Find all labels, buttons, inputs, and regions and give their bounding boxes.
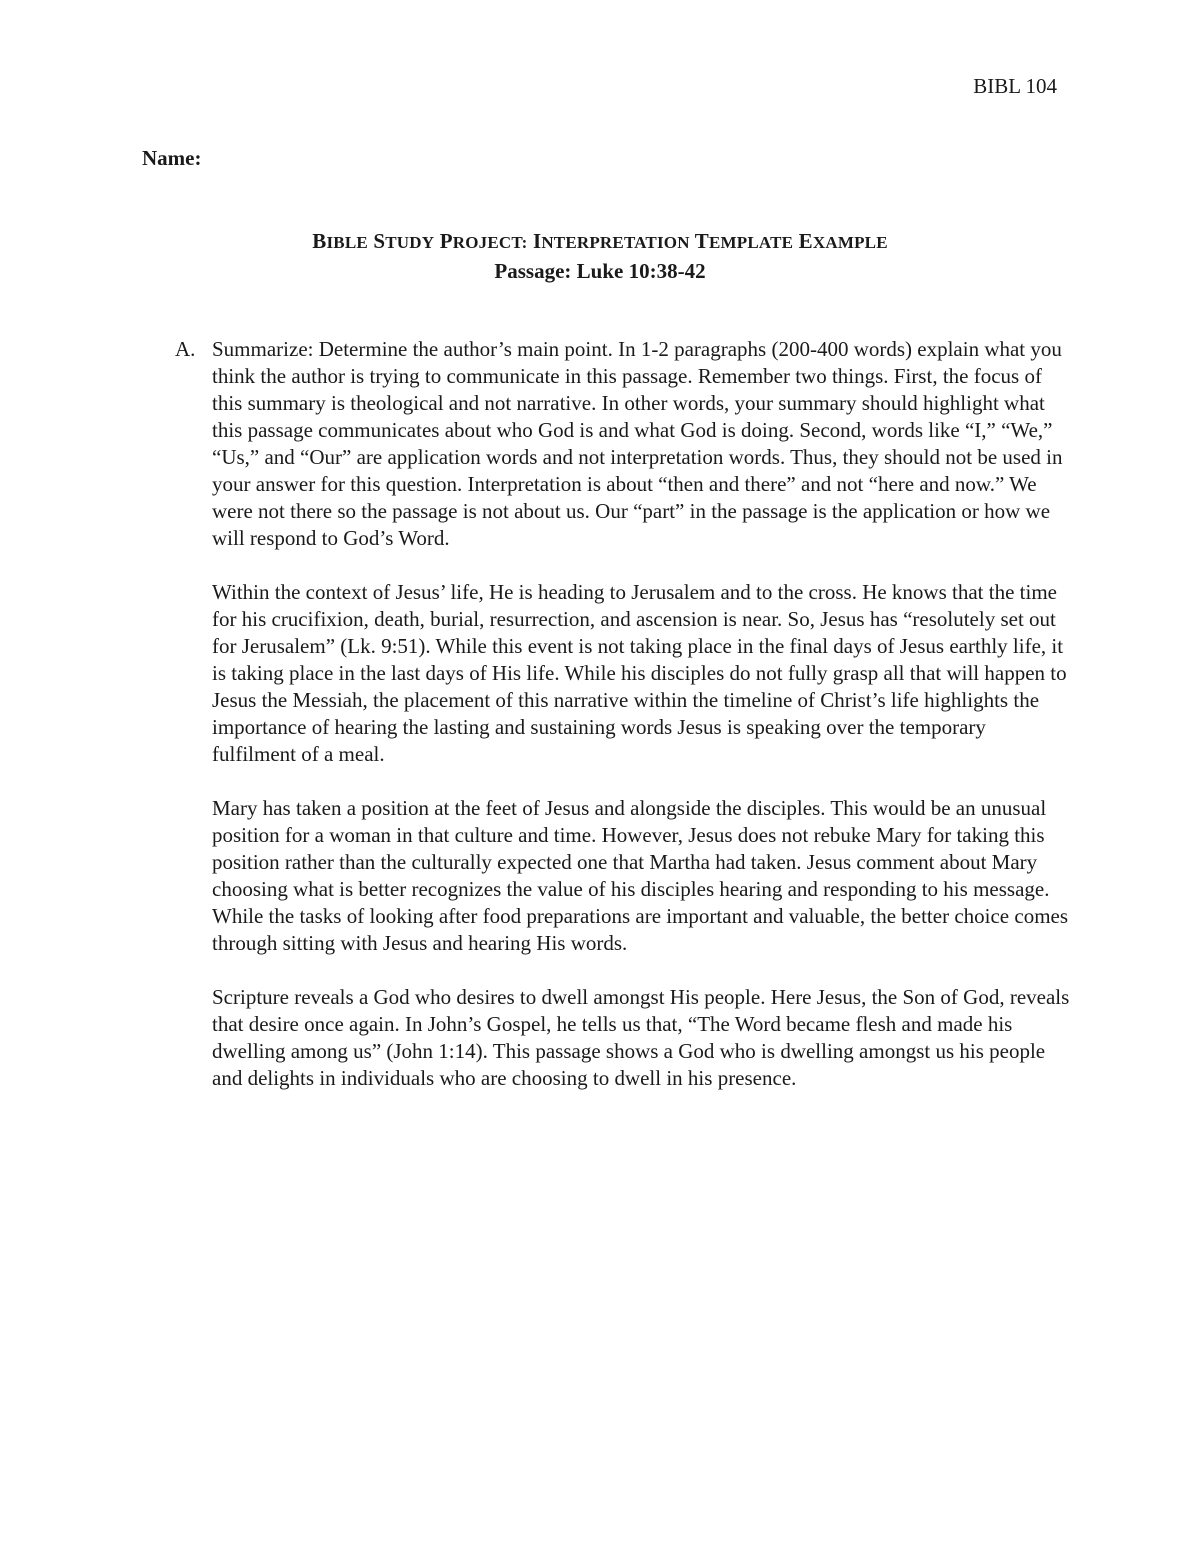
title-word: INTERPRETATION: [532, 229, 690, 253]
title-block: [0, 227, 1200, 285]
title-word: STUDY: [373, 229, 435, 253]
course-code: BIBL 104: [973, 74, 1057, 98]
name-label: Name:: [142, 146, 202, 170]
prompt-paragraph: Summarize: Determine the author’s main point. In 1-2 paragraphs (200-400 words) explain what you think the author is trying to communicate in this passage. Remember two things. First, the focus of this summary is theological and not narrative. In other words, your summary should highlight what this passage communicates about who God is and what God is doing. Second, words like “I,” “We,” “Us,” and “Our” are application words and not interpretation words. Thus, they should not be used in your answer for this question. Interpretation is about “then and there” and not “here and now.” We were not there so the passage is not about us. Our “part” in the passage is the application or how we will respond to God’s Word.: [212, 337, 1063, 550]
answer-paragraph: Mary has taken a position at the feet of Jesus and alongside the disciples. This would be an unusual position for a woman in that culture and time. However, Jesus does not rebuke Mary for taking this position rather than the culturally expected one that Martha had taken. Jesus comment about Mary choosing what is better recognizes the value of his disciples hearing and responding to his message. While the tasks of looking after food preparations are important and valuable, the better choice comes through sitting with Jesus and hearing His words.: [212, 796, 1069, 955]
section-marker: A.: [175, 337, 196, 361]
document-title: [0, 227, 1200, 257]
title-word: BIBLE: [312, 229, 368, 253]
section-body: [212, 336, 1070, 1092]
title-word: PROJECT:: [439, 229, 528, 253]
passage-reference: Passage: Luke 10:38-42: [494, 259, 706, 283]
title-word: EXAMPLE: [798, 229, 888, 253]
title-word: TEMPLATE: [694, 229, 794, 253]
section-a: [175, 336, 1070, 1119]
answer-paragraph: Scripture reveals a God who desires to dwell amongst His people. Here Jesus, the Son of God, reveals that desire once again. In John’s Gospel, he tells us that, “The Word became flesh and made his dwelling among us” (John 1:14). This passage shows a God who is dwelling amongst us his people and delights in individuals who are choosing to dwell in his presence.: [212, 985, 1070, 1090]
answer-paragraph: Within the context of Jesus’ life, He is heading to Jerusalem and to the cross. He knows that the time for his crucifixion, death, burial, resurrection, and ascension is near. So, Jesus has “resolutely set out for Jerusalem” (Lk. 9:51). While this event is not taking place in the final days of Jesus earthly life, it is taking place in the last days of His life. While his disciples do not fully grasp all that will happen to Jesus the Messiah, the placement of this narrative within the timeline of Christ’s life highlights the importance of hearing the lasting and sustaining words Jesus is speaking over the temporary fulfilment of a meal.: [212, 580, 1067, 766]
